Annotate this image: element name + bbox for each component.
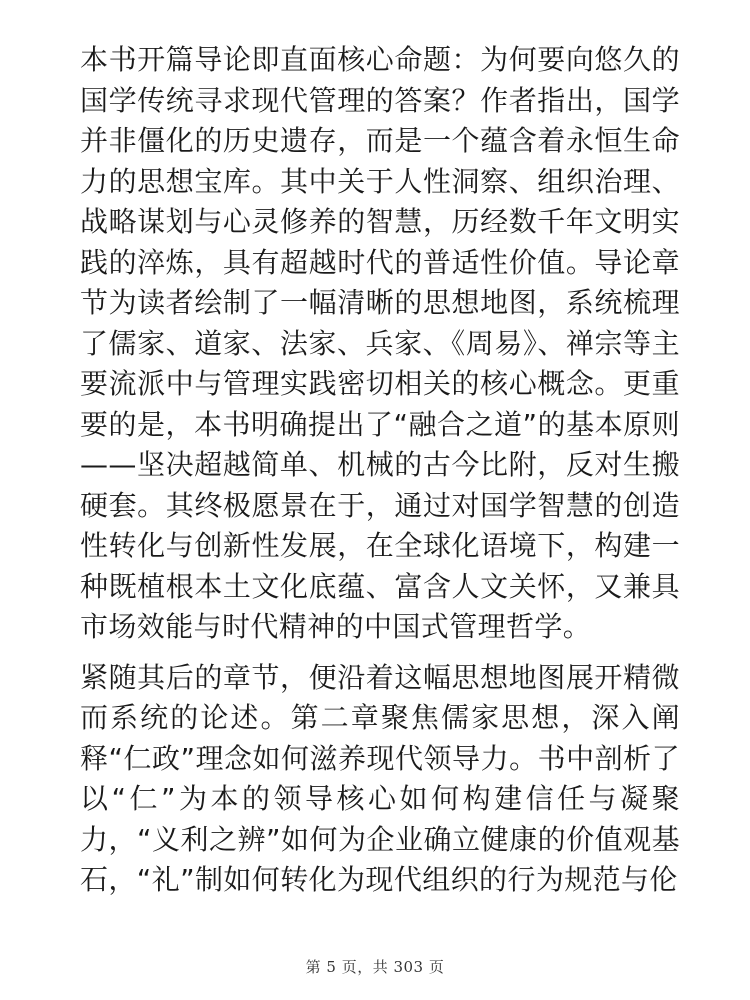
paragraph-chapter-two: 紧随其后的章节，便沿着这幅思想地图展开精微而系统的论述。第二章聚焦儒家思想，深入阐释“仁政”理念如何滋养现代领导力。书中剖析了以“仁”为本的领导核心如何构建信任与凝聚力，“义利之辨”如何为企业确立健康的价值观基石，“礼”制如何转化为现代组织的行为规范与伦 [80, 660, 680, 896]
body-text [80, 40, 680, 901]
paragraph-introduction: 本书开篇导论即直面核心命题：为何要向悠久的国学传统寻求现代管理的答案？作者指出，国学并非僵化的历史遗存，而是一个蕴含着永恒生命力的思想宝库。其中关于人性洞察、组织治理、战略谋划与心灵修养的智慧，历经数千年文明实践的淬炼，具有超越时代的普适性价值。导论章节为读者绘制了一幅清晰的思想地图，系统梳理了儒家、道家、法家、兵家、《周易》、禅宗等主要流派中与管理实践密切相关的核心概念。更重要的是，本书明确提出了“融合之道”的基本原则——坚决超越简单、机械的古今比附，反对生搬硬套。其终极愿景在于，通过对国学智慧的创造性转化与创新性发展，在全球化语境下，构建一种既植根本土文化底蕴、富含人文关怀，又兼具市场效能与时代精神的中国式管理哲学。 [80, 43, 680, 643]
page-number: 第 5 页，共 303 页 [305, 958, 445, 976]
